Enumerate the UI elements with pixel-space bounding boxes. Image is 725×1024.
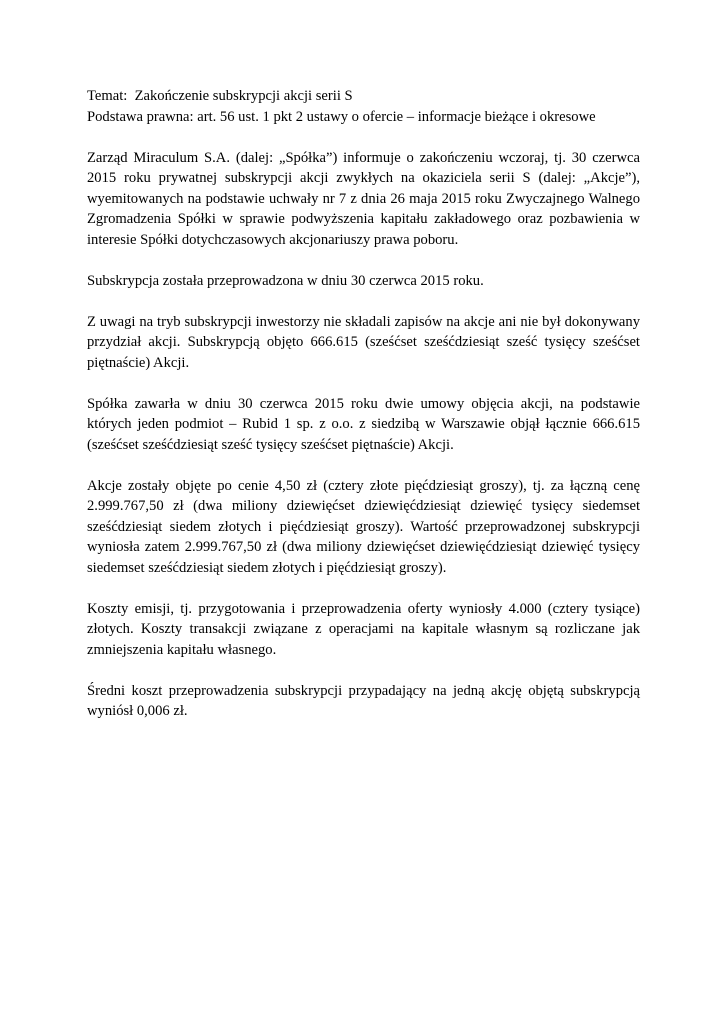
paragraph-subscription-date: Subskrypcja została przeprowadzona w dniu 30 czerwca 2015 roku. bbox=[87, 272, 484, 289]
subject-line: Temat: Zakończenie subskrypcji akcji serii S bbox=[87, 88, 353, 104]
document-page bbox=[87, 86, 640, 722]
paragraph-subscription-mode: Z uwagi na tryb subskrypcji inwestorzy nie składali zapisów na akcje ani nie był dokonywany przydział akcji. Subskrypcją objęto 666.615 (sześćset sześćdziesiąt sześć tysięcy sześćset piętnaście) Akcji. bbox=[87, 313, 640, 371]
paragraph-price: Akcje zostały objęte po cenie 4,50 zł (cztery złote pięćdziesiąt groszy), tj. za łączną cenę 2.999.767,50 zł (dwa miliony dziewięćset dziewięćdziesiąt dziewięć tysięcy siedemset sześćdziesiąt siedem złotych i pięćdziesiąt groszy). Wartość przeprowadzonej subskrypcji wyniosła zatem 2.999.767,50 zł (dwa miliony dziewięćset dziewięćdziesiąt dziewięć tysięcy siedemset sześćdziesiąt siedem złotych i pięćdziesiąt groszy). bbox=[87, 477, 640, 576]
legal-basis-line: Podstawa prawna: art. 56 ust. 1 pkt 2 ustawy o ofercie – informacje bieżące i okresowe bbox=[87, 108, 596, 125]
paragraph-announcement: Zarząd Miraculum S.A. (dalej: „Spółka”) informuje o zakończeniu wczoraj, tj. 30 czerwca 2015 roku prywatnej subskrypcji akcji zwykłych na okaziciela serii S (dalej: „Akcje”), wyemitowanych na podstawie uchwały nr 7 z dnia 26 maja 2015 roku Zwyczajnego Walnego Zgromadzenia Spółki w sprawie podwyższenia kapitału zakładowego oraz pozbawienia w interesie Spółki dotychczasowych akcjonariuszy prawa poboru. bbox=[87, 149, 640, 248]
paragraph-average-cost: Średni koszt przeprowadzenia subskrypcji przypadający na jedną akcję objętą subskrypcją wyniósł 0,006 zł. bbox=[87, 682, 640, 719]
paragraph-agreements: Spółka zawarła w dniu 30 czerwca 2015 roku dwie umowy objęcia akcji, na podstawie których jeden podmiot – Rubid 1 sp. z o.o. z siedzibą w Warszawie objął łącznie 666.615 (sześćset sześćdziesiąt sześć tysięcy sześćset piętnaście) Akcji. bbox=[87, 395, 640, 453]
paragraph-costs: Koszty emisji, tj. przygotowania i przeprowadzenia oferty wyniosły 4.000 (cztery tysiące) złotych. Koszty transakcji związane z operacjami na kapitale własnym są rozliczane jak zmniejszenia kapitału własnego. bbox=[87, 600, 640, 658]
